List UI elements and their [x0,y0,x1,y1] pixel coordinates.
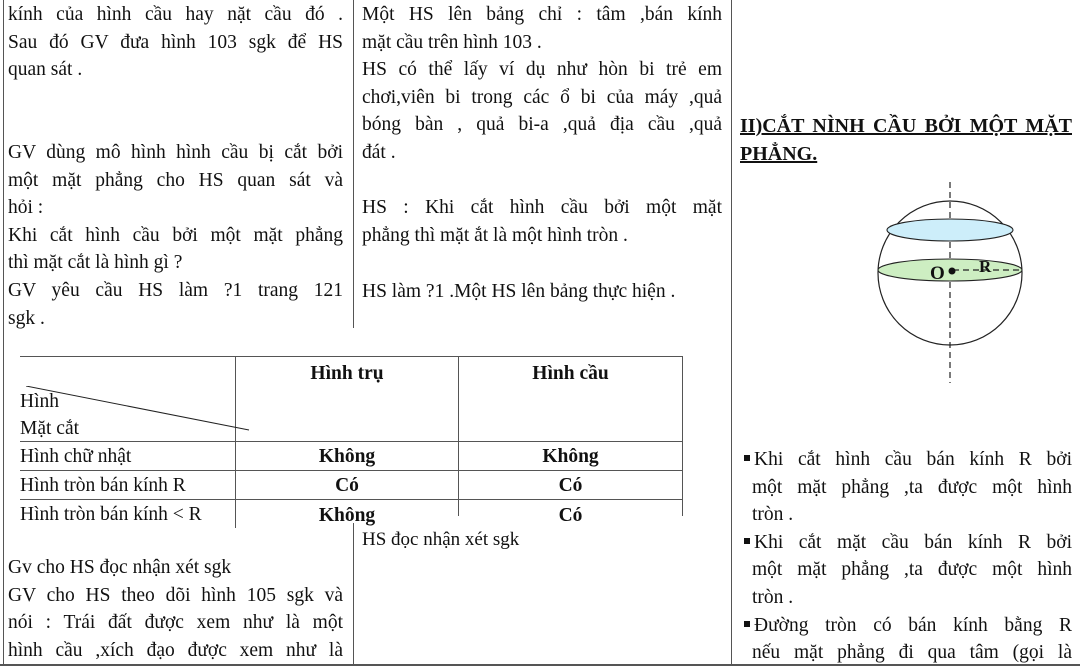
conclusions [744,446,1072,667]
column-divider-2 [731,0,732,666]
student-answer [362,194,722,249]
text-line: GV dùng mô hình hình cầu bị cắt bởi [8,142,343,163]
text-line: một mặt phẳng cho HS quan sát và [8,169,343,191]
text-line: hình cầu ,xích đạo được xem như là [8,639,343,661]
bullet-item: Khi cắt hình cầu bán kính R bởi [744,446,1072,474]
text-line: sgk . [8,307,45,329]
corner-label-bottom: Mặt cắt [20,418,80,439]
center-point [949,268,956,275]
sphere-cut-figure [860,178,1040,388]
column-divider-1-top [353,0,354,328]
text-line: Một HS lên bảng chỉ : tâm ,bán kính [362,4,722,25]
heading-line: II)CẮT NÌNH CẦU BỞI MỘT MẶT [740,115,1072,137]
text-line: Gv cho HS đọc nhận xét sgk [8,557,232,578]
section-heading [740,112,1072,168]
corner-label-top: Hình [20,391,59,412]
text-line: bóng bàn , quả bi-a ,quả địa cầu ,quả [362,114,722,136]
text-line: nếu mặt phẳng đi qua tâm (gọi là [752,642,1072,664]
column-header: Hình trụ [310,363,384,384]
text-line: thì mặt cắt là hình gì ? [8,252,183,274]
text-line: kính của hình cầu hay nặt cầu đó . [8,4,343,25]
text-line: mặt cầu trên hình 103 . [362,31,542,53]
svg-text:R: R [979,257,992,276]
table-cell: Không [318,446,376,467]
text-line: quan sát . [8,59,83,81]
table-cell: Có [558,475,583,496]
column-header: Hình cầu [532,363,609,384]
text-line: GV cho HS theo dõi hình 105 sgk và [8,584,343,606]
text-line: một mặt phẳng ,ta được một hình [752,476,1072,498]
row-label: Hình chữ nhật [20,446,132,467]
text-line: GV yêu cầu HS làm ?1 trang 121 [8,279,343,301]
table-cell: Không [542,446,599,467]
text-line: nói : Trái đất được xem như là một [8,612,343,634]
teacher-activity-top [8,1,343,84]
heading-line: PHẲNG. [740,143,818,165]
table-cell: Có [558,505,583,526]
left-border [3,0,4,666]
text-line: HS : Khi cắt hình cầu bởi một mặt [362,197,722,218]
column-divider-1-bottom [353,523,354,666]
text-line: chơi,viên bi trong các ổ bi của máy ,quả [362,86,722,108]
text-line: đát . [362,141,396,163]
cross-section-table [20,356,683,526]
text-line: HS có thể lấy ví dụ như hòn bi trẻ em [362,59,722,81]
student-read-note [362,527,722,553]
text-line: tròn . [752,586,794,608]
bullet-item: Khi cắt mặt cầu bán kính R bởi [744,529,1072,557]
text-line: tròn . [752,504,794,526]
upper-cross-section [887,219,1013,241]
table-cell: Có [335,475,359,496]
text-line: Khi cắt hình cầu bởi một mặt phẳng [8,224,343,246]
text-line: phẳng thì mặt ắt là một hình tròn . [362,224,628,246]
text-line: một mặt phẳng ,ta được một hình [752,559,1072,581]
text-line: hỏi : [8,197,44,219]
text-line: HS làm ?1 .Một HS lên bảng thực hiện . [362,281,676,302]
teacher-activity-bottom [8,554,343,664]
svg-text:O: O [930,263,945,284]
text-line: HS đọc nhận xét sgk [362,529,520,550]
table-cell: Không [318,505,376,526]
text-line: Sau đó GV đưa hình 103 sgk để HS [8,31,343,53]
row-label: Hình tròn bán kính R [20,475,186,496]
bullet-item: Đường tròn có bán kính bằng R [744,612,1072,640]
student-activity-top [362,1,722,167]
teacher-question [8,139,343,332]
row-label: Hình tròn bán kính < R [20,504,202,525]
student-exercise [362,278,722,306]
